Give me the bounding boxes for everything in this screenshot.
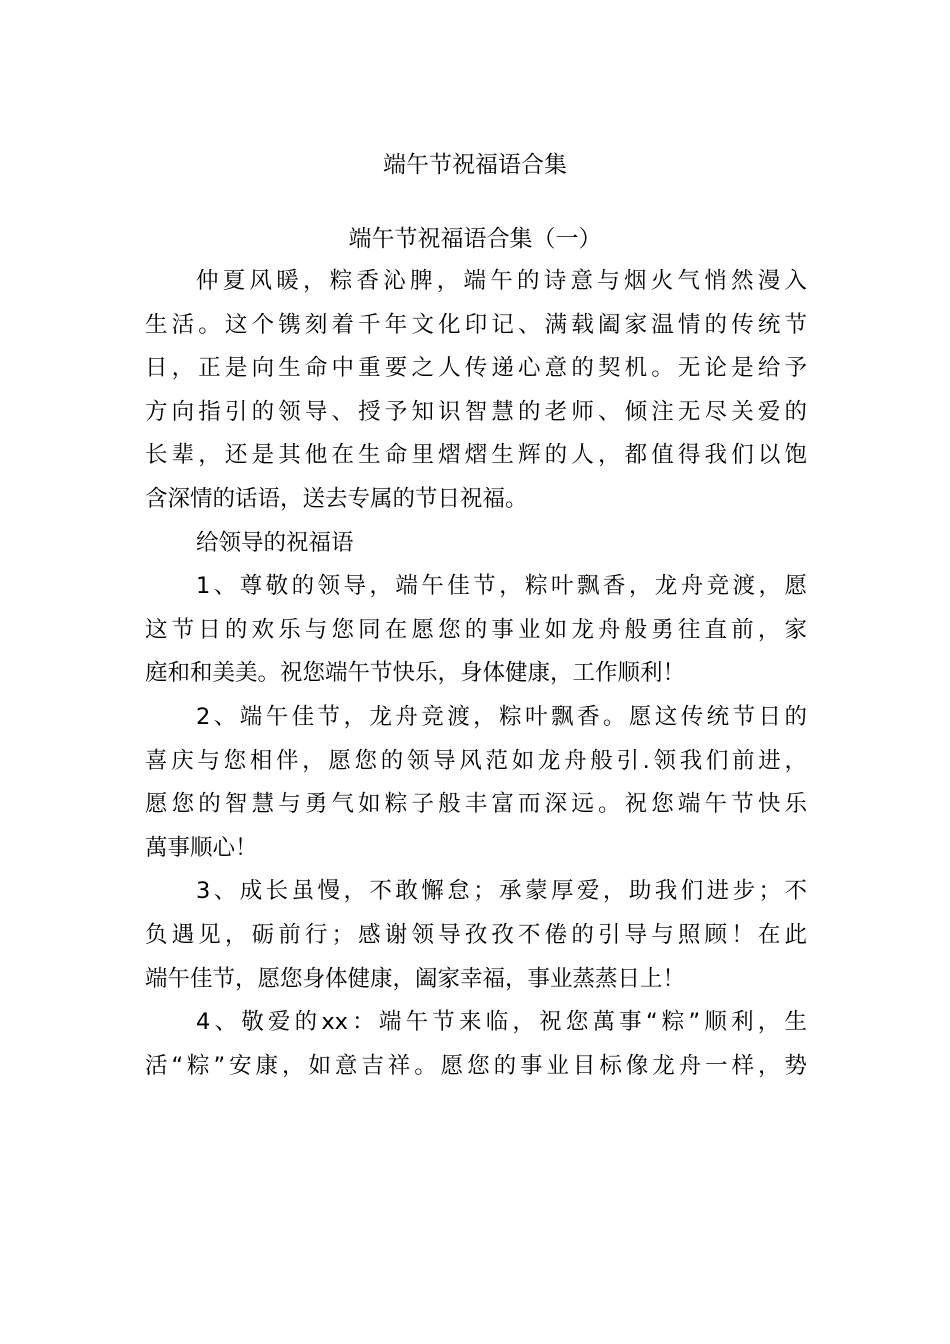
paragraph-line: 喜庆与您相伴，愿您的领导风范如龙舟般引.领我们前进，: [145, 748, 807, 774]
paragraph-line: 含深情的话语，送去专属的节日祝福。: [145, 486, 528, 512]
paragraph-line: 方向指引的领导、授予知识智慧的老师、倾注无尽关爱的: [145, 399, 807, 425]
paragraph-line: 4、敬爱的xx：端午节来临，祝您萬事“粽”顺利，生: [196, 1009, 807, 1035]
paragraph-line: 长辈，还是其他在生命里熠熠生辉的人，都值得我们以饱: [145, 442, 807, 468]
paragraph-line: 愿您的智慧与勇气如粽子般丰富而深远。祝您端午节快乐: [145, 791, 807, 817]
paragraph-line: 负遇见，砺前行；感谢领导孜孜不倦的引导与照顾！在此: [145, 922, 807, 948]
paragraph-line: 仲夏风暖，粽香沁脾，端午的诗意与烟火气悄然漫入: [196, 268, 807, 294]
paragraph-line: 端午佳节，愿您身体健康，阖家幸福，事业蒸蒸日上！: [145, 966, 686, 992]
paragraph-line: 这节日的欢乐与您同在愿您的事业如龙舟般勇往直前，家: [145, 617, 807, 643]
subheading-leaders: 给领导的祝福语: [196, 530, 354, 556]
paragraph-line: 活“粽”安康，如意吉祥。愿您的事业目标像龙舟一样，势: [145, 1053, 807, 1079]
section-title: 端午节祝福语合集（一）: [348, 226, 602, 252]
document-title: 端午节祝福语合集: [383, 152, 567, 178]
paragraph-line: 2、端午佳节，龙舟竞渡，粽叶飘香。愿这传统节日的: [196, 704, 807, 730]
paragraph-line: 3、成长虽慢，不敢懈怠；承蒙厚爱，助我们进步；不: [196, 878, 807, 904]
paragraph-line: 萬事顺心！: [145, 835, 258, 861]
paragraph-line: 日，正是向生命中重要之人传递心意的契机。无论是给予: [145, 355, 807, 381]
paragraph-line: 1、尊敬的领导，端午佳节，粽叶飘香，龙舟竞渡，愿: [196, 573, 807, 599]
paragraph-line: 生活。这个镌刻着千年文化印记、满载阖家温情的传统节: [145, 312, 807, 338]
paragraph-line: 庭和和美美。祝您端午节快乐，身体健康，工作顺利！: [145, 660, 686, 686]
